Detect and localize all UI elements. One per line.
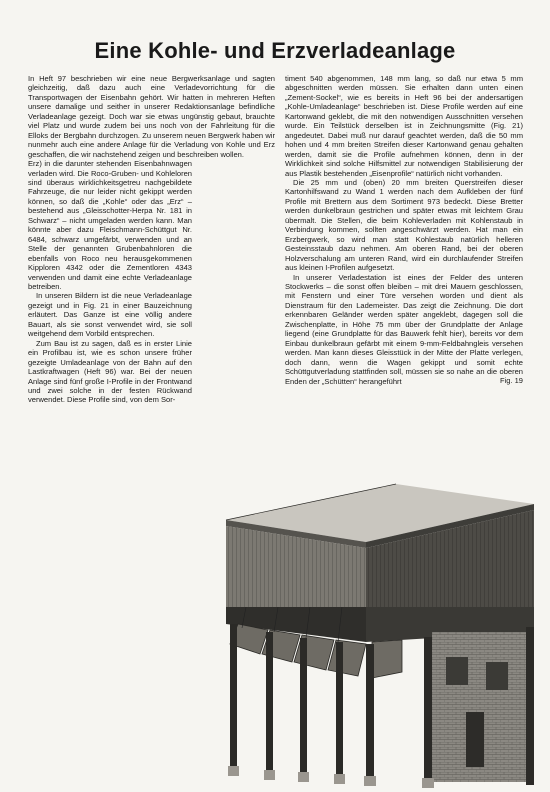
left-wide-text bbox=[28, 74, 275, 159]
paragraph: In Heft 97 beschrieben wir eine neue Bergwerksanlage und sagten gleichzeitig, daß dazu auch eine Verladevorrichtung für die Transportwagen der Eisenbahn gehört. Wir hatten in mehreren Heften unsere damalige und seither in unserer Redaktionsanlage befindliche Verladeanlage gezeigt. Doch war sie etwas ungünstig gebaut, brauchte viel Platz und wurde zudem bei uns noch von der Fahrleitung für die Elloks der Bergbahn durchzogen. Zu unserem neuen Bergwerk haben wir nunmehr auch eine andere Anlage für die Verladung von Kohle und Erz geschaffen, die wir nachstehend zeigen und beschreiben wollen. bbox=[28, 74, 275, 159]
right-column bbox=[285, 74, 523, 386]
loading-station-photo bbox=[196, 392, 538, 790]
paragraph: In unseren Bildern ist die neue Verladeanlage gezeigt und in Fig. 21 in einer Bauzeichnung erläutert. Das Ganze ist eine völlig andere Bauart, als sie sonst verwendet wird, sie soll weitgehend dem Vorbild entsprechen. bbox=[28, 291, 192, 339]
paragraph: In unserer Verladestation ist eines der Felder des unteren Stockwerks – die sonst offen bleiben – mit drei Mauern geschlossen, mit Fenstern und einer Türe versehen worden und dient als Dienstraum für den Lademeister. Das zeigt die Zeichnung. Die dort erkennbaren Geländer werden später angeklebt, dagegen soll die Zwischenplatte, in Höhe 75 mm über der Grundplatte der Anlage liegend (eine Grundplatte für das Bauwerk fehlt hier), bereits vor dem Einbau dunkelbraun gefärbt mit einem 9-mm-Feldbahngleis versehen werden. Man kann dieses Gleisstück in der Mitte der Platte verlegen, doch dann, wenn die Wagen gekippt und somit echte Schüttgutverladung stattfinden soll, müssen sie so nahe an die oberen Enden der „Schütten“ herangeführt bbox=[285, 272, 523, 386]
paragraph: timent 540 abgenommen, 148 mm lang, so daß nur etwa 5 mm abgeschnitten werden müssen. Sie erhalten dann unten einen „Zement-Sockel“, wie es bereits in Heft 96 bei der andersartigen „Kohle-Umladeanlage“ beschrieben ist. Diese Profile werden auf eine Kartonwand geklebt, die mit den notwendigen Ausschnitten versehen wurde. Ein Teilstück derselben ist in Zeichnungsmitte (Fig. 21) angedeutet. Dabei muß nur darauf geachtet werden, daß die 50 mm hohen und 4 mm breiten Streifen dieser Kartonwand genau gehalten werden, damit sie die Profile aufnehmen können, denn in der Wirklichkeit sind solche Hilfsmittel zur notwendigen Stabilisierung der aus Plastik bestehenden „Eisenprofile“ natürlich nicht vorhanden. bbox=[285, 74, 523, 178]
paragraph: Die 25 mm und (oben) 20 mm breiten Querstreifen dieser Kartonhilfswand zu Wand 1 werden nach dem Aufkleben der fünf Profile mit Brettern aus dem Sortiment 973 bedeckt. Diese Bretter werden dunkelbraun gestrichen und später etwas mit leichtem Grau übermalt. Die Stellen, die beim Kohleverladen mit Kohlenstaub in Verbindung kommen, sollten angeschwärzt werden. Hat man ein Erzbergwerk, so wird man statt Kohlestaub natürlich helleren Gesteinsstaub dazu nehmen. Am oberen Rand, bei der oberen Holzverschalung am unteren Rand, wird ein durchlaufender Streifen aus kleinen I-Profilen aufgesetzt. bbox=[285, 177, 523, 273]
paragraph: Zum Bau ist zu sagen, daß es in erster Linie ein Profilbau ist, wie es schon unsere früher gezeigte Umladeanlage von der Bahn auf den Lastkraftwagen (Heft 96) war. Bei der neuen Anlage sind fünf große I-Profile in der Frontwand und zwei solche in der festen Rückwand verwendet. Diese Profile sind, von dem Sor- bbox=[28, 338, 192, 405]
figure-label: Fig. 19 bbox=[500, 376, 523, 385]
paragraph: Erz) in die darunter stehenden Eisenbahnwagen verladen wird. Die Roco-Gruben- und Kohleloren sind überaus wirklichkeitsgetreu nachgebildete Fahrzeuge, die nur leider nicht gekippt werden können, so daß die „Kohle“ oder das „Erz“ – bestehend aus „Gleisschotter-Herpa Nr. 181 in Schwarz“ – nicht umgeladen werden kann. Man könnte aber dazu Fleischmann-Schüttgut Nr. 6484, schwarz umgefärbt, verwenden und an Stelle der genannten Grubenbahnloren die ebenfalls von Roco neu herausgekommenen Kipploren 4342 oder die Zementloren 4343 verwenden und damit eine echte Verladeanlage betreiben. bbox=[28, 159, 192, 291]
left-narrow-text bbox=[28, 159, 192, 405]
article-title: Eine Kohle- und Erzverladeanlage bbox=[94, 38, 456, 63]
left-column bbox=[28, 74, 275, 405]
